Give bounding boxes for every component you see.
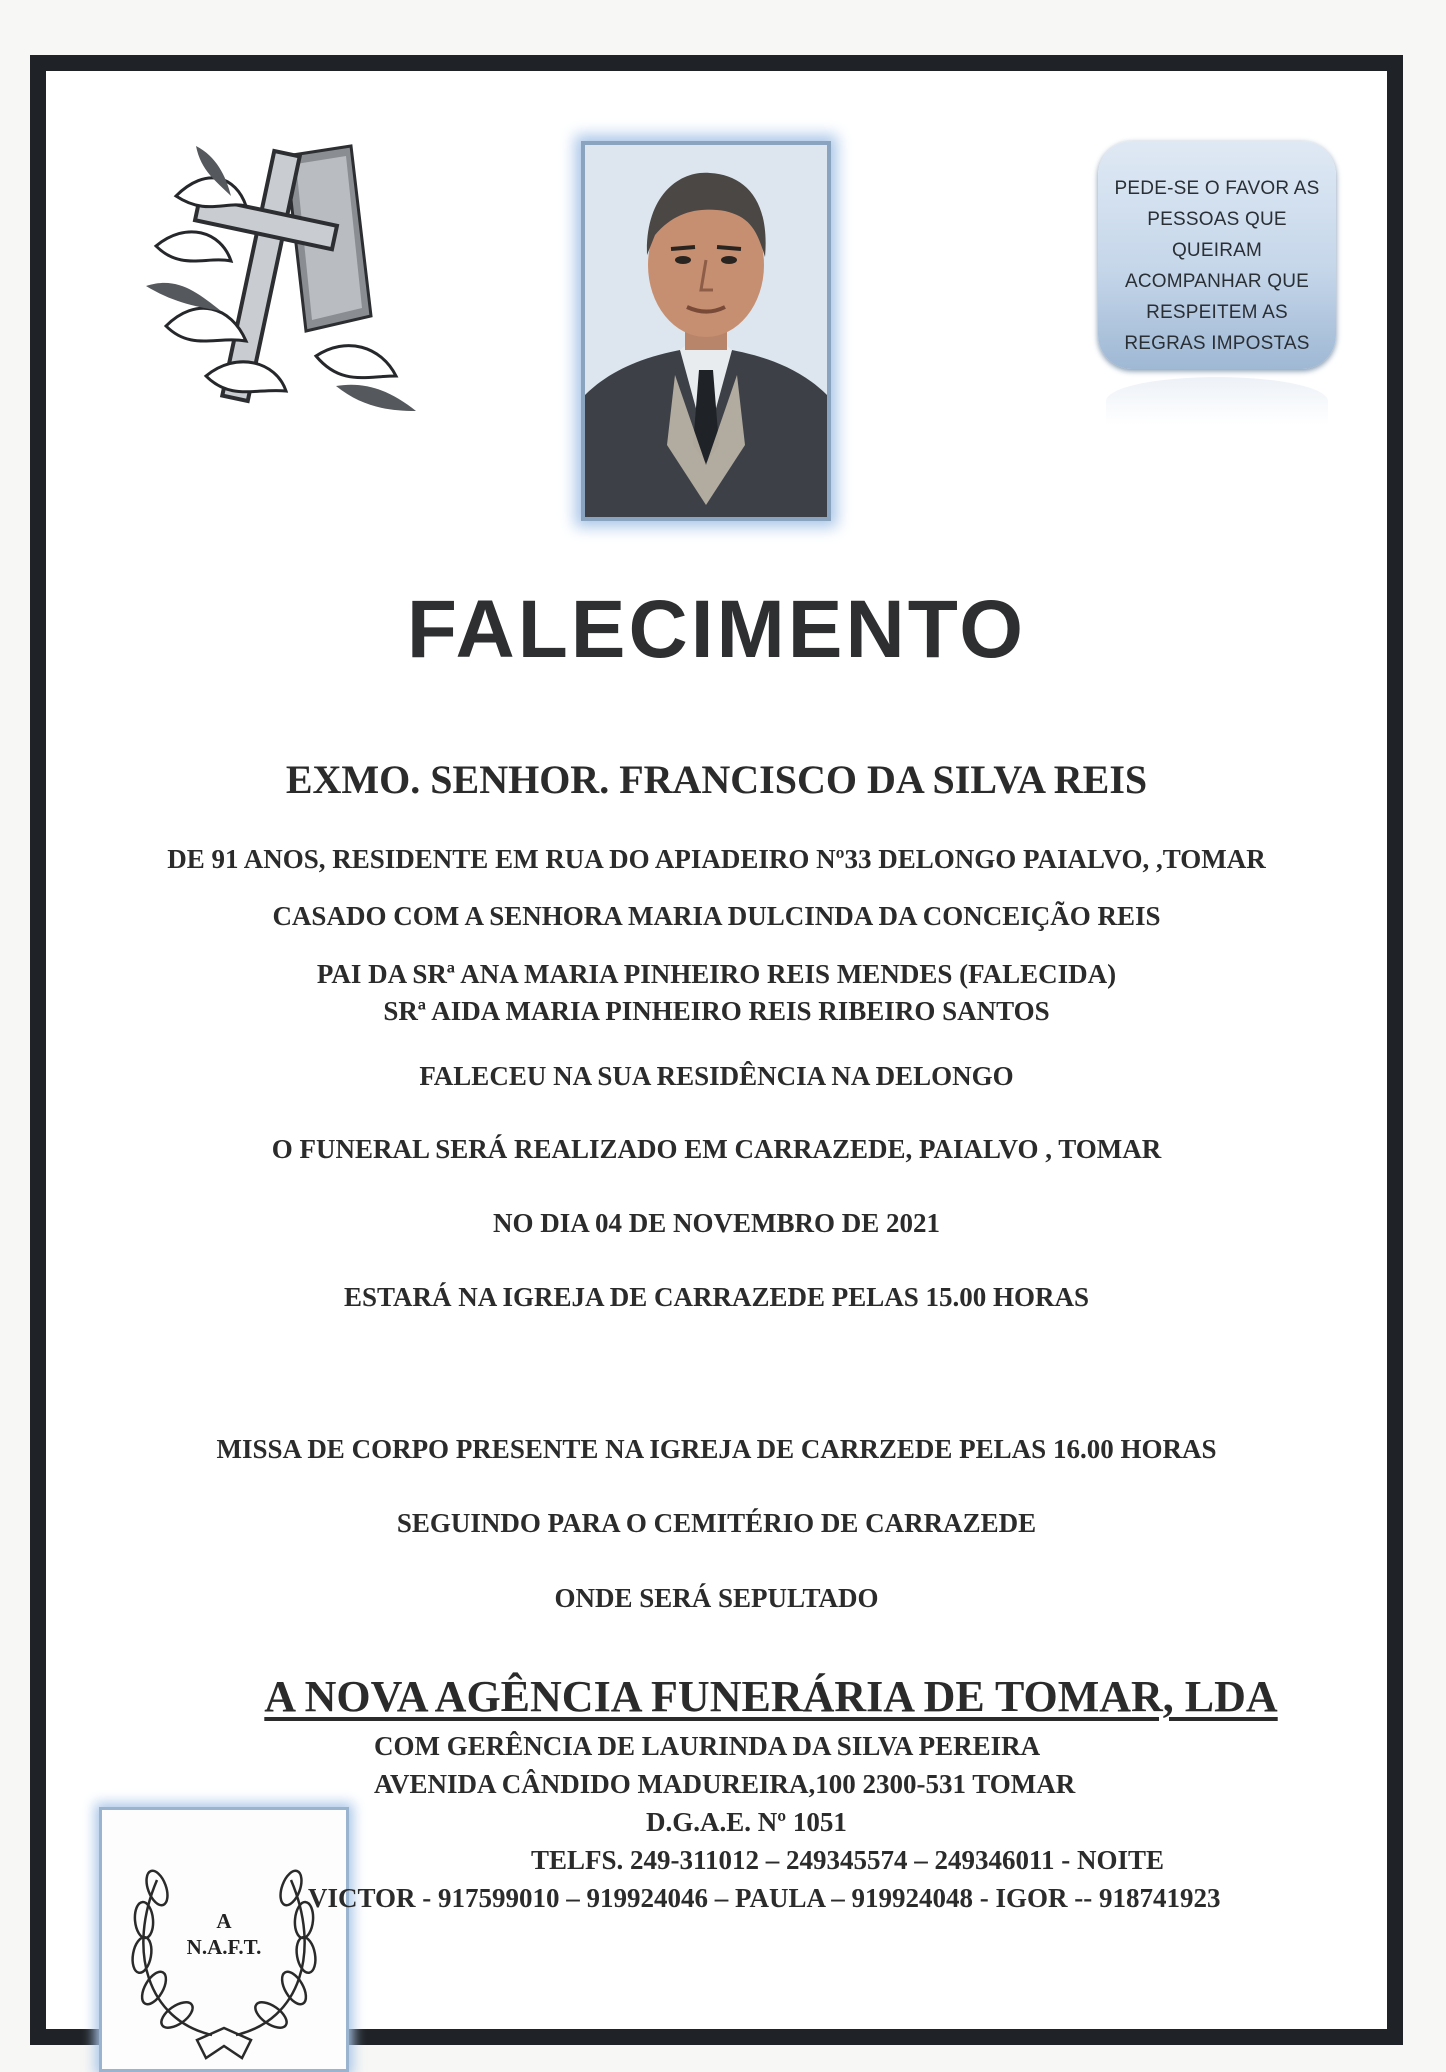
child-line-2: SRª AIDA MARIA PINHEIRO REIS RIBEIRO SANTOS: [383, 996, 1050, 1026]
naft-line-1: A: [216, 1909, 232, 1933]
agency-license: D.G.A.E. Nº 1051: [646, 1807, 847, 1837]
notice-text: [1098, 173, 1336, 359]
child-line-1: PAI DA SRª ANA MARIA PINHEIRO REIS MENDES (FALECIDA): [316, 959, 1117, 989]
naft-logo-text: [102, 1908, 346, 1960]
church-time-line: ESTARÁ NA IGREJA DE CARRAZEDE PELAS 15.00 HORAS: [343, 1282, 1090, 1312]
mass-line: MISSA DE CORPO PRESENTE NA IGREJA DE CARRZEDE PELAS 16.00 HORAS: [216, 1434, 1217, 1464]
cemetery-line: SEGUINDO PARA O CEMITÉRIO DE CARRAZEDE: [396, 1508, 1037, 1538]
notice-line: ACOMPANHAR QUE: [1124, 271, 1310, 292]
agency-management: COM GERÊNCIA DE LAURINDA DA SILVA PEREIRA: [374, 1731, 1041, 1761]
notice-line: RESPEITEM AS: [1146, 302, 1288, 323]
page-title: FALECIMENTO: [406, 584, 1027, 675]
spouse-line: CASADO COM A SENHORA MARIA DULCINDA DA CONCEIÇÃO REIS: [272, 901, 1161, 931]
request-notice-box: [1098, 141, 1336, 426]
naft-line-2: N.A.F.T.: [186, 1935, 262, 1959]
notice-sheet: [46, 71, 1387, 2029]
notice-line: PESSOAS QUE: [1147, 209, 1287, 230]
deceased-name: EXMO. SENHOR. FRANCISCO DA SILVA REIS: [285, 757, 1148, 802]
agency-address: AVENIDA CÂNDIDO MADUREIRA,100 2300-531 TOMAR: [374, 1769, 1076, 1799]
funeral-place-line: O FUNERAL SERÁ REALIZADO EM CARRAZEDE, PAIALVO , TOMAR: [271, 1134, 1162, 1164]
notice-line: REGRAS IMPOSTAS: [1124, 333, 1310, 354]
notice-line: PEDE-SE O FAVOR AS: [1114, 178, 1320, 199]
burial-line: ONDE SERÁ SEPULTADO: [554, 1583, 879, 1613]
agency-phones: TELFS. 249-311012 – 249345574 – 249346011 - NOITE: [531, 1845, 1165, 1875]
death-place-line: FALECEU NA SUA RESIDÊNCIA NA DELONGO: [419, 1061, 1014, 1091]
portrait-photo: [581, 141, 831, 521]
funeral-date-line: NO DIA 04 DE NOVEMBRO DE 2021: [492, 1208, 941, 1238]
notice-reflection: [1106, 377, 1328, 425]
agency-night-contacts: VICTOR - 917599010 – 919924046 – PAULA – 919924048 - IGOR -- 918741923: [308, 1883, 1221, 1913]
naft-logo: [99, 1807, 349, 2072]
agency-name: A NOVA AGÊNCIA FUNERÁRIA DE TOMAR, LDA: [264, 1672, 1278, 1721]
page-frame: [30, 55, 1403, 2045]
age-residence-line: DE 91 ANOS, RESIDENTE EM RUA DO APIADEIRO Nº33 DELONGO PAIALVO, ,TOMAR: [167, 844, 1266, 874]
notice-line: QUEIRAM: [1171, 240, 1263, 261]
cross-lily-ornament-icon: [136, 126, 426, 426]
